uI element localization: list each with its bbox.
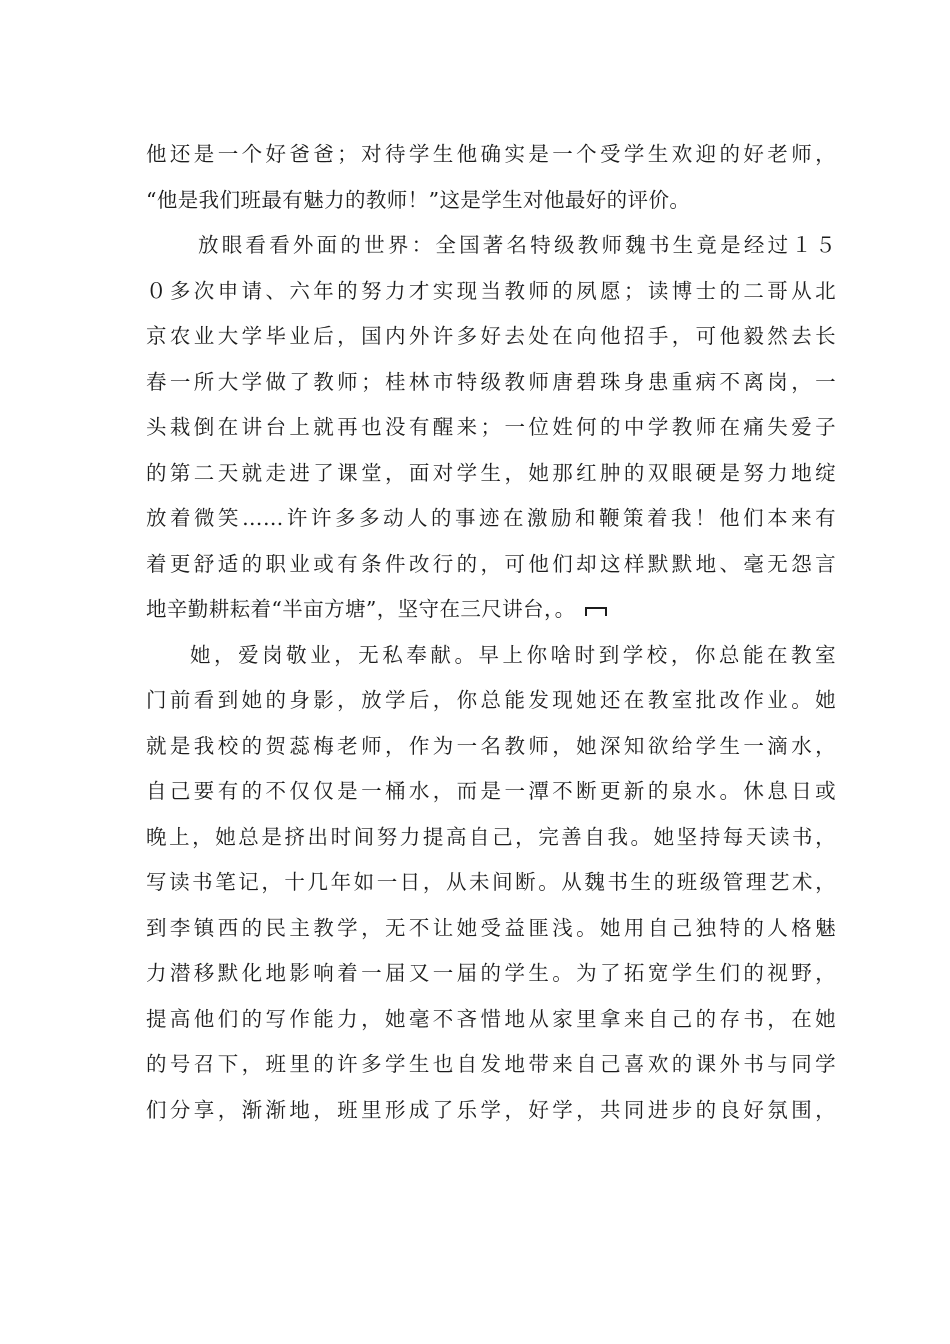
text-line: 的第二天就走进了课堂，面对学生，她那红肿的双眼硬是努力地绽 bbox=[146, 460, 836, 485]
text-line: 着更舒适的职业或有条件改行的，可他们却这样默默地、毫无怨言 bbox=[146, 551, 836, 576]
text-line: 春一所大学做了教师；桂林市特级教师唐碧珠身患重病不离岗，一 bbox=[146, 369, 836, 394]
paragraph-last-line bbox=[146, 587, 836, 633]
text-line: 力潜移默化地影响着一届又一届的学生。为了拓宽学生们的视野， bbox=[146, 961, 836, 985]
text-line: 放着微笑……许许多多动人的事迹在激励和鞭策着我！他们本来有 bbox=[146, 506, 836, 530]
text-line: 京农业大学毕业后，国内外许多好去处在向他招手，可他毅然去长 bbox=[146, 324, 836, 348]
text-line: 提高他们的写作能力，她毫不吝惜地从家里拿来自己的存书，在她 bbox=[146, 1006, 836, 1031]
text-line: 头栽倒在讲台上就再也没有醒来；一位姓何的中学教师在痛失爱子 bbox=[146, 415, 836, 439]
text-line: 门前看到她的身影，放学后，你总能发现她还在教室批改作业。她 bbox=[146, 688, 836, 712]
text-line: 就是我校的贺蕊梅老师，作为一名教师，她深知欲给学生一滴水， bbox=[146, 733, 836, 758]
text-line: “他是我们班最有魅力的教师！”这是学生对他最好的评价。 bbox=[146, 187, 691, 212]
text-line: 晚上，她总是挤出时间努力提高自己，完善自我。她坚持每天读书， bbox=[146, 824, 836, 849]
text-line: 的号召下，班里的许多学生也自发地带来自己喜欢的课外书与同学 bbox=[146, 1052, 836, 1076]
text-line: 自己要有的不仅仅是一桶水，而是一潭不断更新的泉水。休息日或 bbox=[146, 779, 836, 803]
paragraph-first-line: 她，爱岗敬业，无私奉献。早上你啥时到学校，你总能在教室 bbox=[190, 642, 836, 667]
edit-mark-icon bbox=[584, 605, 608, 617]
text-line-content: 地辛勤耕耘着“半亩方塘”，坚守在三尺讲台，。 bbox=[146, 597, 576, 621]
text-line: 们分享，渐渐地，班里形成了乐学，好学，共同进步的良好氛围， bbox=[146, 1097, 836, 1122]
text-line: 到李镇西的民主教学，无不让她受益匪浅。她用自己独特的人格魅 bbox=[146, 915, 836, 940]
body-text bbox=[146, 132, 836, 1133]
text-line: 他还是一个好爸爸；对待学生他确实是一个受学生欢迎的好老师， bbox=[146, 142, 836, 166]
text-line: ０多次申请、六年的努力才实现当教师的夙愿；读博士的二哥从北 bbox=[146, 278, 836, 303]
text-line: 写读书笔记，十几年如一日，从未间断。从魏书生的班级管理艺术， bbox=[146, 870, 836, 894]
paragraph-first-line: 放眼看看外面的世界：全国著名特级教师魏书生竟是经过１５ bbox=[198, 233, 836, 257]
